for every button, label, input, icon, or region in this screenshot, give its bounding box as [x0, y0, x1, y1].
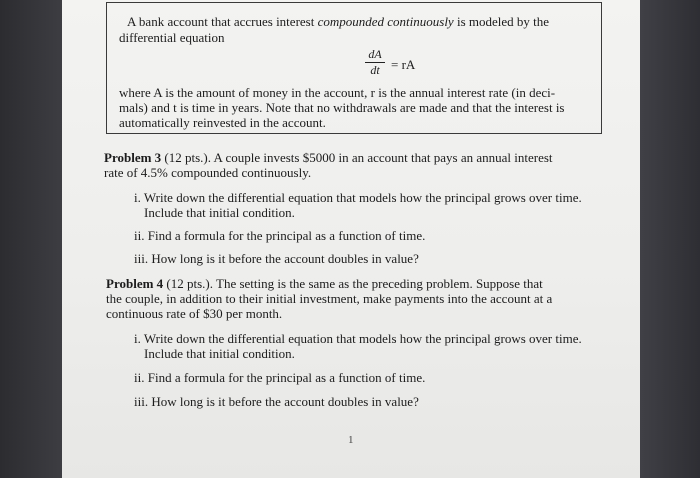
problem-4-item-ii: ii. Find a formula for the principal as a function of time. — [134, 370, 426, 385]
problem-3-item-iii: iii. How long is it before the account doubles in value? — [134, 251, 419, 266]
fraction-denominator: dt — [370, 63, 380, 77]
page-number: 1 — [348, 434, 354, 446]
problem-3-text-2: rate of 4.5% compounded continuously. — [104, 165, 312, 180]
problem-3-item-ii: ii. Find a formula for the principal as a function of time. — [134, 228, 426, 243]
problem-4-heading: Problem 4 (12 pts.). The setting is the same as the preceding problem. Suppose that — [106, 276, 543, 291]
model-definition-box — [106, 2, 602, 134]
derivative-fraction — [365, 48, 385, 77]
intro-line-1: A bank account that accrues interest compounded continuously is modeled by the — [127, 14, 550, 29]
problem-4-text-3: continuous rate of $30 per month. — [106, 306, 283, 321]
document-page — [62, 0, 640, 478]
problem-4-text-2: the couple, in addition to their initial investment, make payments into the account at a — [106, 291, 553, 306]
problem-3-label: Problem 3 — [104, 150, 162, 165]
where-line-2: mals) and t is time in years. Note that no withdrawals are made and that the interest is — [119, 100, 565, 115]
problem-4-item-iii: iii. How long is it before the account doubles in value? — [134, 394, 419, 409]
problem-4-item-i-cont: Include that initial condition. — [144, 346, 295, 361]
where-line-3: automatically reinvested in the account. — [119, 115, 326, 130]
problem-4-item-i: i. Write down the differential equation that models how the principal grows over time. — [134, 331, 582, 346]
background-right — [640, 0, 700, 478]
equation-rhs: = rA — [391, 57, 416, 72]
intro-line-2: differential equation — [119, 30, 225, 45]
problem-4-label: Problem 4 — [106, 276, 164, 291]
fraction-numerator: dA — [368, 47, 382, 61]
background-left — [0, 0, 62, 478]
problem-3-item-i: i. Write down the differential equation that models how the principal grows over time. — [134, 190, 582, 205]
problem-3-item-i-cont: Include that initial condition. — [144, 205, 295, 220]
compounded-continuously-emphasis: compounded continuously — [317, 14, 454, 29]
where-line-1: where A is the amount of money in the account, r is the annual interest rate (in deci- — [119, 85, 556, 100]
problem-3-heading: Problem 3 (12 pts.). A couple invests $5000 in an account that pays an annual interest — [104, 150, 553, 165]
